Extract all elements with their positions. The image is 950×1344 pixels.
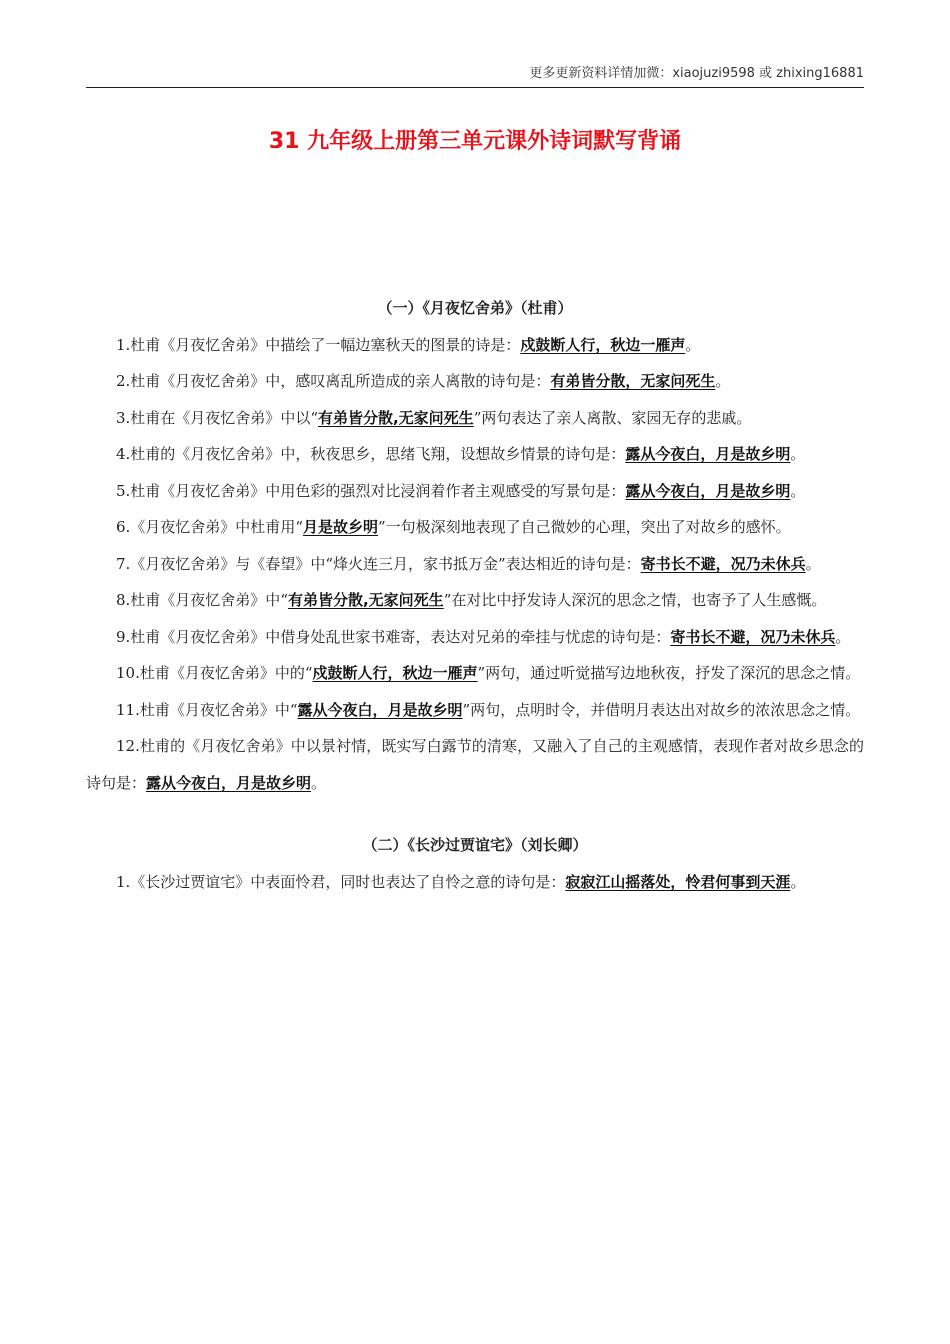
question-item: 4.杜甫的《月夜忆舍弟》中，秋夜思乡，思绪飞翔，设想故乡情景的诗句是：露从今夜白，月是故乡明。 [116,445,806,463]
section-1-heading: （一）《月夜忆舍弟》（杜甫） [377,299,573,317]
answer: 月是故乡明 [302,518,378,536]
question-item: 12.杜甫的《月夜忆舍弟》中以景衬情，既实写白露节的清寒，又融入了自己的主观感情，表现作者对故乡思念的诗句是：露从今夜白，月是故乡明。 [86,737,864,792]
question-item: 5.杜甫《月夜忆舍弟》中用色彩的强烈对比浸润着作者主观感受的写景句是：露从今夜白，月是故乡明。 [116,481,806,500]
question-item: 1.杜甫《月夜忆舍弟》中描绘了一幅边塞秋天的图景的诗是：戍鼓断人行，秋边一雁声。 [116,335,701,354]
answer: 露从今夜白，月是故乡明 [625,481,791,500]
question-item: 6.《月夜忆舍弟》中杜甫用“月是故乡明”一句极深刻地表现了自己微妙的心理，突出了对故乡的感怀。 [116,518,791,536]
question-item: 8.杜甫《月夜忆舍弟》中“有弟皆分散,无家问死生”在对比中抒发诗人深沉的思念之情，也寄予了人生感慨。 [116,591,827,609]
document-body [86,290,864,900]
page-title: 31 九年级上册第三单元课外诗词默写背诵 [268,129,682,154]
question-item: 3.杜甫在《月夜忆舍弟》中以“有弟皆分散,无家问死生”两句表达了亲人离散、家园无存的悲戚。 [116,408,752,427]
answer: 露从今夜白，月是故乡明 [146,773,312,792]
page-header [86,62,864,88]
answer: 有弟皆分散,无家问死生 [317,408,474,427]
question-item: 10.杜甫《月夜忆舍弟》中的“戍鼓断人行，秋边一雁声”两句，通过听觉描写边地秋夜，抒发了深沉的思念之情。 [116,664,861,682]
answer: 寂寂江山摇落处，怜君何事到天涯 [565,872,791,891]
section-2-questions [86,864,864,901]
header-note: 更多更新资料详情加微：xiaojuzi9598 或 zhixing16881 [529,66,864,81]
answer: 戍鼓断人行，秋边一雁声 [520,335,686,354]
question-item: 1.《长沙过贾谊宅》中表面怜君，同时也表达了自怜之意的诗句是：寂寂江山摇落处，怜君何事到天涯。 [116,872,806,891]
answer: 戍鼓断人行，秋边一雁声 [312,664,478,682]
answer: 寄书长不避，况乃未休兵 [640,554,806,573]
question-item: 9.杜甫《月夜忆舍弟》中借身处乱世家书难寄，表达对兄弟的牵挂与忧虑的诗句是：寄书长不避，况乃未休兵。 [116,627,851,646]
section-2-heading: （二）《长沙过贾谊宅》（刘长卿） [362,836,588,854]
answer: 有弟皆分散，无家问死生 [550,372,716,390]
question-item: 7.《月夜忆舍弟》与《春望》中“烽火连三月，家书抵万金”表达相近的诗句是：寄书长不避，况乃未休兵。 [116,554,821,573]
answer: 寄书长不避，况乃未休兵 [670,627,836,646]
answer: 露从今夜白，月是故乡明 [297,700,463,719]
answer: 有弟皆分散,无家问死生 [287,591,444,609]
section-1-questions [86,327,864,802]
question-item: 2.杜甫《月夜忆舍弟》中，感叹离乱所造成的亲人离散的诗句是：有弟皆分散，无家问死生。 [116,372,731,390]
answer: 露从今夜白，月是故乡明 [625,445,791,463]
question-item: 11.杜甫《月夜忆舍弟》中“露从今夜白，月是故乡明”两句，点明时令，并借明月表达出对故乡的浓浓思念之情。 [116,700,861,719]
